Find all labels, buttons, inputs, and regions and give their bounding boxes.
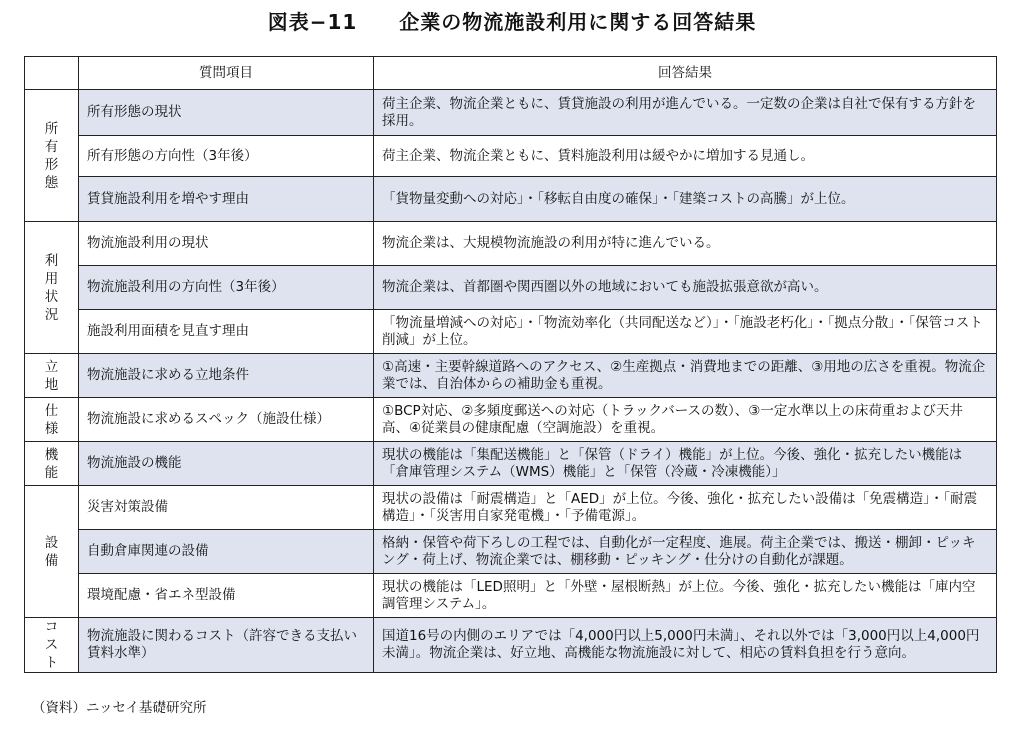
header-answer: 回答結果 (374, 57, 997, 90)
table-row (25, 442, 997, 486)
question-cell: 物流施設利用の現状 (79, 222, 374, 266)
answer-cell: 格納・保管や荷下ろしの工程では、自動化が一定程度、進展。荷主企業では、搬送・棚卸・ピッキング・荷上げ、物流企業では、棚移動・ピッキング・仕分けの自動化が課題。 (374, 530, 997, 574)
question-cell: 物流施設に求める立地条件 (79, 354, 374, 398)
table-row (25, 486, 997, 530)
question-cell: 賃貸施設利用を増やす理由 (79, 177, 374, 222)
question-cell: 物流施設の機能 (79, 442, 374, 486)
question-cell: 所有形態の現状 (79, 90, 374, 136)
table-row (25, 177, 997, 222)
answer-cell: 現状の機能は「LED照明」と「外壁・屋根断熱」が上位。今後、強化・拡充したい機能は「庫内空調管理システム」。 (374, 574, 997, 618)
table-row (25, 136, 997, 177)
table-row (25, 618, 997, 673)
table-row (25, 222, 997, 266)
question-cell: 物流施設利用の方向性（3年後） (79, 266, 374, 310)
table-header-row (25, 57, 997, 90)
source-note: （資料）ニッセイ基礎研究所 (32, 700, 207, 716)
answer-cell: ①BCP対応、②多頻度郵送への対応（トラックバースの数）、③一定水準以上の床荷重および天井高、④従業員の健康配慮（空調施設）を重視。 (374, 398, 997, 442)
group-label-cost: コスト (25, 618, 79, 673)
group-label-spec: 仕様 (25, 398, 79, 442)
group-label-location: 立地 (25, 354, 79, 398)
question-cell: 施設利用面積を見直す理由 (79, 310, 374, 354)
group-label-usage: 利用状況 (25, 222, 79, 354)
header-question: 質問項目 (79, 57, 374, 90)
group-label-ownership: 所有形態 (25, 90, 79, 222)
answer-cell: 国道16号の内側のエリアでは「4,000円以上5,000円未満」、それ以外では「3,000円以上4,000円未満」。物流企業は、好立地、高機能な物流施設に対して、相応の賃料負担を行う意向。 (374, 618, 997, 673)
header-group-cell (25, 57, 79, 90)
table-row (25, 398, 997, 442)
question-cell: 環境配慮・省エネ型設備 (79, 574, 374, 618)
answer-cell: 荷主企業、物流企業ともに、賃料施設利用は緩やかに増加する見通し。 (374, 136, 997, 177)
answer-cell: 荷主企業、物流企業ともに、賃貸施設の利用が進んでいる。一定数の企業は自社で保有する方針を採用。 (374, 90, 997, 136)
question-cell: 物流施設に関わるコスト（許容できる支払い賃料水準） (79, 618, 374, 673)
answer-cell: 「物流量増減への対応」・「物流効率化（共同配送など）」・「施設老朽化」・「拠点分散」・「保管コスト削減」が上位。 (374, 310, 997, 354)
answer-cell: 「貨物量変動への対応」・「移転自由度の確保」・「建築コストの高騰」が上位。 (374, 177, 997, 222)
answer-cell: 物流企業は、大規模物流施設の利用が特に進んでいる。 (374, 222, 997, 266)
table-row (25, 310, 997, 354)
answer-cell: 現状の設備は「耐震構造」と「AED」が上位。今後、強化・拡充したい設備は「免震構造」・「耐震構造」・「災害用自家発電機」・「予備電源」。 (374, 486, 997, 530)
answer-cell: 現状の機能は「集配送機能」と「保管（ドライ）機能」が上位。今後、強化・拡充したい機能は「倉庫管理システム（WMS）機能」と「保管（冷蔵・冷凍機能）」 (374, 442, 997, 486)
table-row (25, 530, 997, 574)
question-cell: 災害対策設備 (79, 486, 374, 530)
table-row (25, 574, 997, 618)
answer-cell: ①高速・主要幹線道路へのアクセス、②生産拠点・消費地までの距離、③用地の広さを重視。物流企業では、自治体からの補助金も重視。 (374, 354, 997, 398)
table-row (25, 354, 997, 398)
question-cell: 自動倉庫関連の設備 (79, 530, 374, 574)
results-table (24, 56, 997, 673)
question-cell: 所有形態の方向性（3年後） (79, 136, 374, 177)
group-label-equipment: 設備 (25, 486, 79, 618)
figure-title: 図表−11 企業の物流施設利用に関する回答結果 (267, 10, 757, 34)
group-label-function: 機能 (25, 442, 79, 486)
answer-cell: 物流企業は、首都圏や関西圏以外の地域においても施設拡張意欲が高い。 (374, 266, 997, 310)
table-row (25, 90, 997, 136)
table-row (25, 266, 997, 310)
question-cell: 物流施設に求めるスペック（施設仕様） (79, 398, 374, 442)
